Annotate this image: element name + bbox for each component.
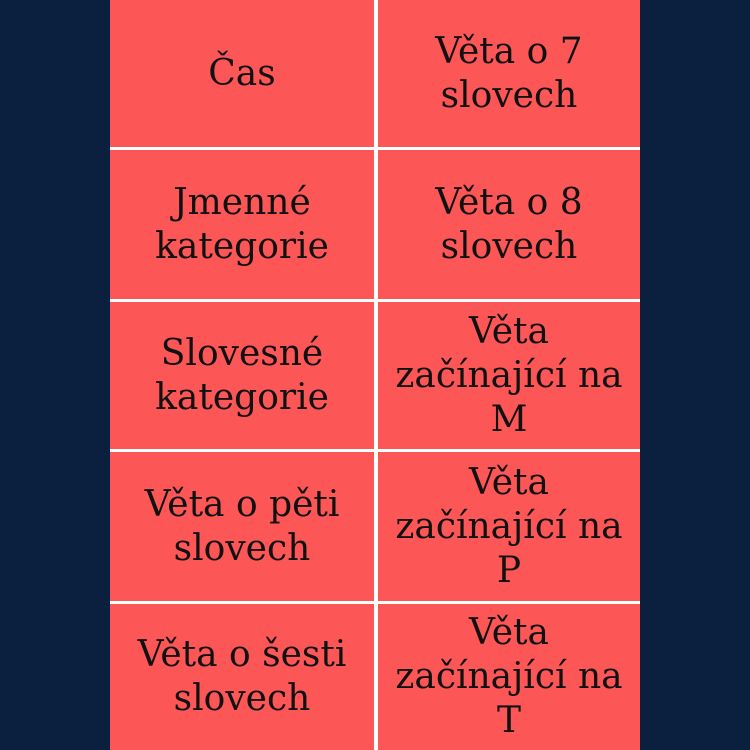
card-veta-o-8-slovech[interactable] [378,150,640,299]
card-cas[interactable] [110,0,374,147]
card-label: Čas [208,52,276,94]
card-label: Věta o pěti slovech [144,483,340,569]
card-label: Slovesné kategorie [155,332,329,418]
card-label: Věta začínající na P [395,461,623,591]
card-label: Věta o šesti slovech [137,634,347,719]
card-board [110,0,640,750]
card-slovesne-kategorie[interactable] [110,302,374,449]
card-label: Jmenné kategorie [155,181,329,267]
card-jmenne-kategorie[interactable] [110,150,374,299]
card-label: Věta o 8 slovech [435,181,583,267]
card-veta-zacinajici-na-m[interactable] [378,302,640,449]
card-label: Věta začínající na M [395,310,623,440]
card-veta-o-peti-slovech[interactable] [110,452,374,601]
card-veta-zacinajici-na-t[interactable] [378,604,640,750]
card-label: Věta začínající na T [395,612,623,741]
card-veta-o-7-slovech[interactable] [378,0,640,147]
card-veta-zacinajici-na-p[interactable] [378,452,640,601]
card-veta-o-sesti-slovech[interactable] [110,604,374,750]
card-label: Věta o 7 slovech [435,30,583,116]
